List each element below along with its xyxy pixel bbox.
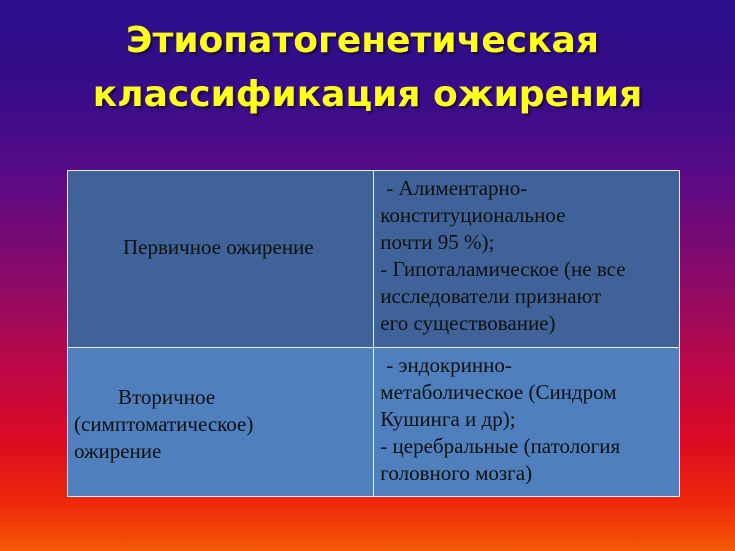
primary-type-line: исследователи признают [380,284,602,308]
table-row-primary [68,171,680,348]
primary-category-label: Первичное ожирение [123,235,314,259]
secondary-type-line: Кушинга и др); [380,407,516,431]
secondary-type-line: головного мозга) [380,461,533,485]
secondary-category-label [68,348,373,465]
primary-type-line: - Алиментарно- [386,176,528,200]
cell-secondary-category [68,348,374,497]
secondary-category-line: ожирение [74,439,162,463]
primary-type-line: конституциональное [380,203,566,227]
secondary-category-line: Вторичное [118,385,216,409]
slide-title [0,14,735,122]
primary-type-line: почти 95 %); [380,230,495,254]
title-line-2: классификация ожирения [92,74,643,115]
secondary-category-line: (симптоматическое) [74,412,254,436]
cell-secondary-types [374,348,680,497]
cell-primary-types [374,171,680,348]
title-line-1: Этиопатогенетическая [126,20,599,61]
secondary-type-line: - эндокринно- [386,353,512,377]
classification-table [67,170,680,497]
primary-type-line: его существование) [380,311,556,335]
secondary-type-line: метаболическое (Синдром [380,380,617,404]
table-row-secondary [68,348,680,497]
cell-primary-category [68,171,374,348]
primary-type-line: - Гипоталамическое (не все [380,257,626,281]
secondary-type-line: - церебральные (патология [380,434,621,458]
